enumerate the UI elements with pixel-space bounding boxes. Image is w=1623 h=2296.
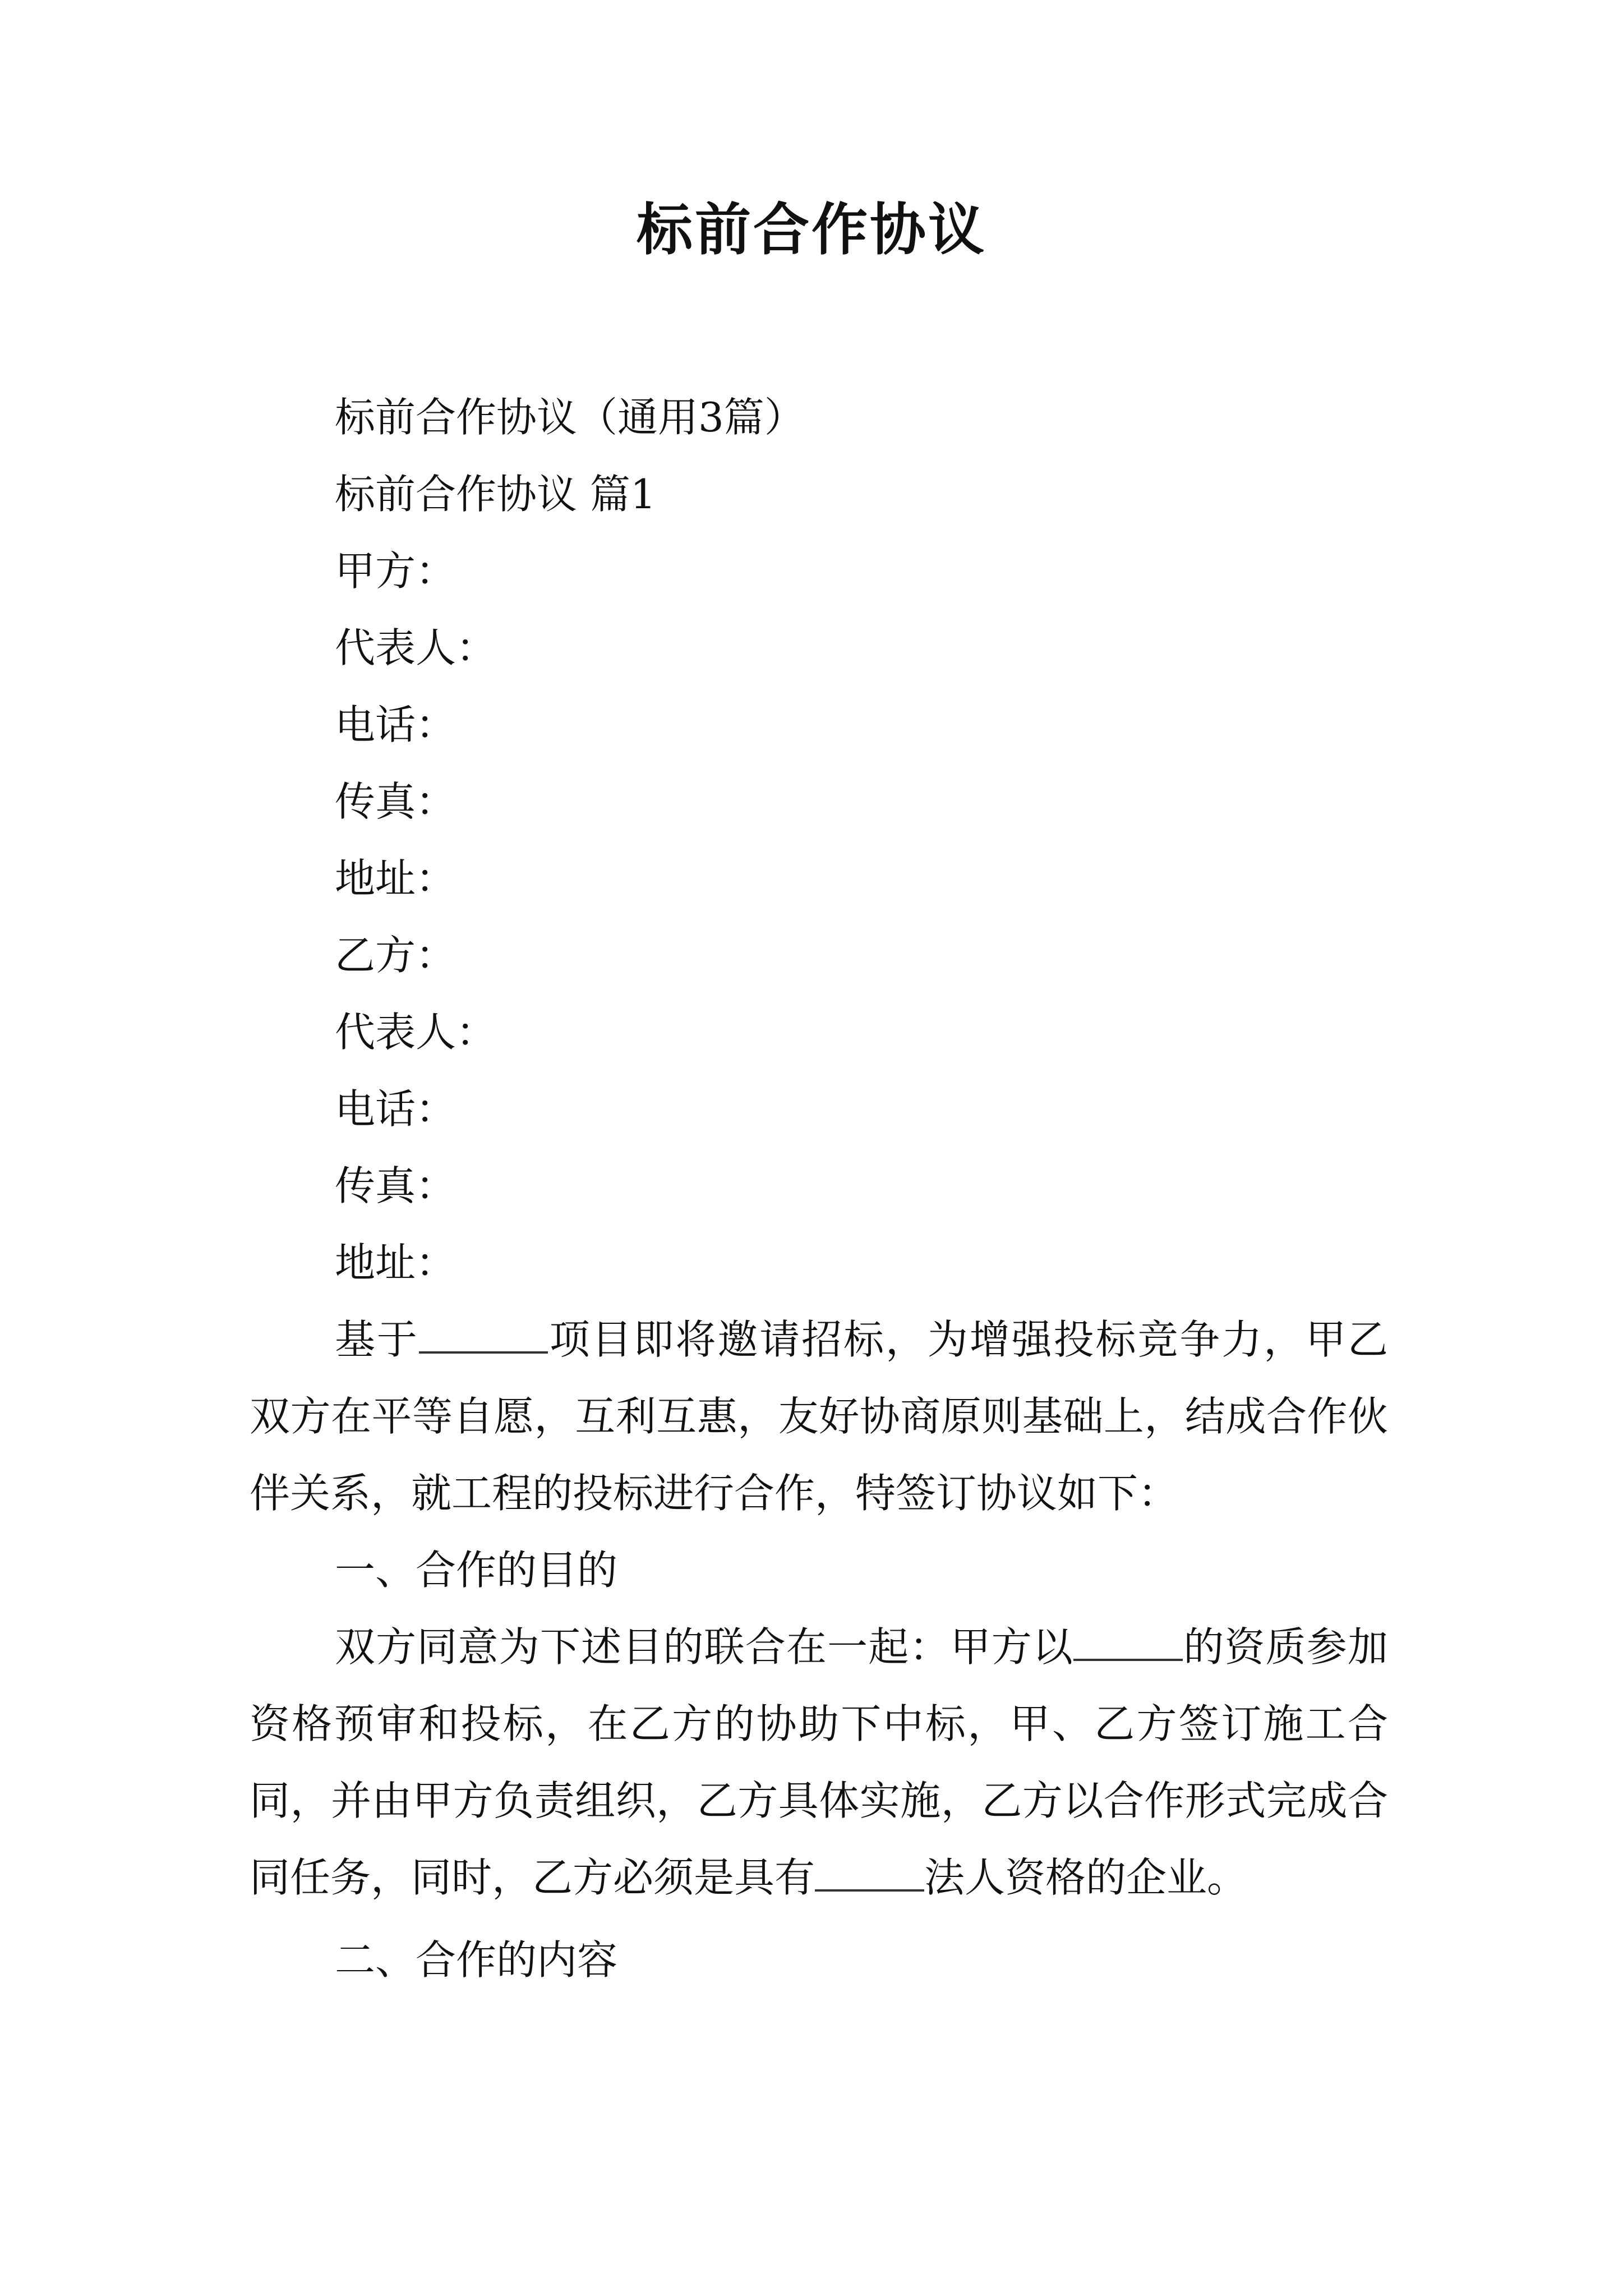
party-b-phone-label: 电话：	[335, 1085, 457, 1133]
project-name-blank	[419, 1318, 548, 1354]
party-a-representative-label: 代表人：	[335, 624, 497, 671]
clause-1-text-part3: 法人资格的企业。	[924, 1854, 1248, 1901]
intro-paragraph	[250, 1301, 1388, 1532]
party-b-label: 乙方：	[335, 932, 457, 979]
clause-1-text-part1: 双方同意为下述目的联合在一起：甲方以	[335, 1623, 1074, 1671]
intro-prefix: 基于	[335, 1316, 419, 1363]
qualification-blank	[1073, 1625, 1183, 1661]
party-a-address-label: 地址：	[335, 855, 457, 902]
party-a-label: 甲方：	[335, 547, 457, 595]
document-body	[250, 379, 1388, 1999]
intro-suffix: 项目即将邀请招标，为增强投标竞争力，甲乙双方在平等自愿，互利互惠，友好协商原则基础上，结成合作伙伴关系，就工程的投标进行合作，特签订协议如下：	[250, 1316, 1388, 1517]
party-a-fax-label: 传真：	[335, 778, 457, 825]
legal-entity-blank	[815, 1856, 924, 1892]
document-title: 标前合作协议	[637, 197, 986, 263]
clause-1-text-part2: 的资质参加资格预审和投标，在乙方的协助下中标，甲、乙方签订施工合同，并由甲方负责组织，乙方具体实施，乙方以合作形式完成合同任务，同时，乙方必须是具有	[250, 1623, 1388, 1901]
party-b-fax-label: 传真：	[335, 1162, 457, 1209]
party-b-address-label: 地址：	[335, 1239, 457, 1286]
clause-2-heading: 二、合作的内容	[335, 1936, 618, 1984]
clause-1-heading: 一、合作的目的	[335, 1547, 618, 1594]
party-b-representative-label: 代表人：	[335, 1009, 497, 1056]
party-a-phone-label: 电话：	[335, 701, 457, 748]
section-heading: 标前合作协议 篇1	[335, 471, 656, 518]
clause-1-paragraph	[250, 1609, 1388, 1916]
document-subtitle: 标前合作协议（通用3篇）	[335, 394, 805, 441]
